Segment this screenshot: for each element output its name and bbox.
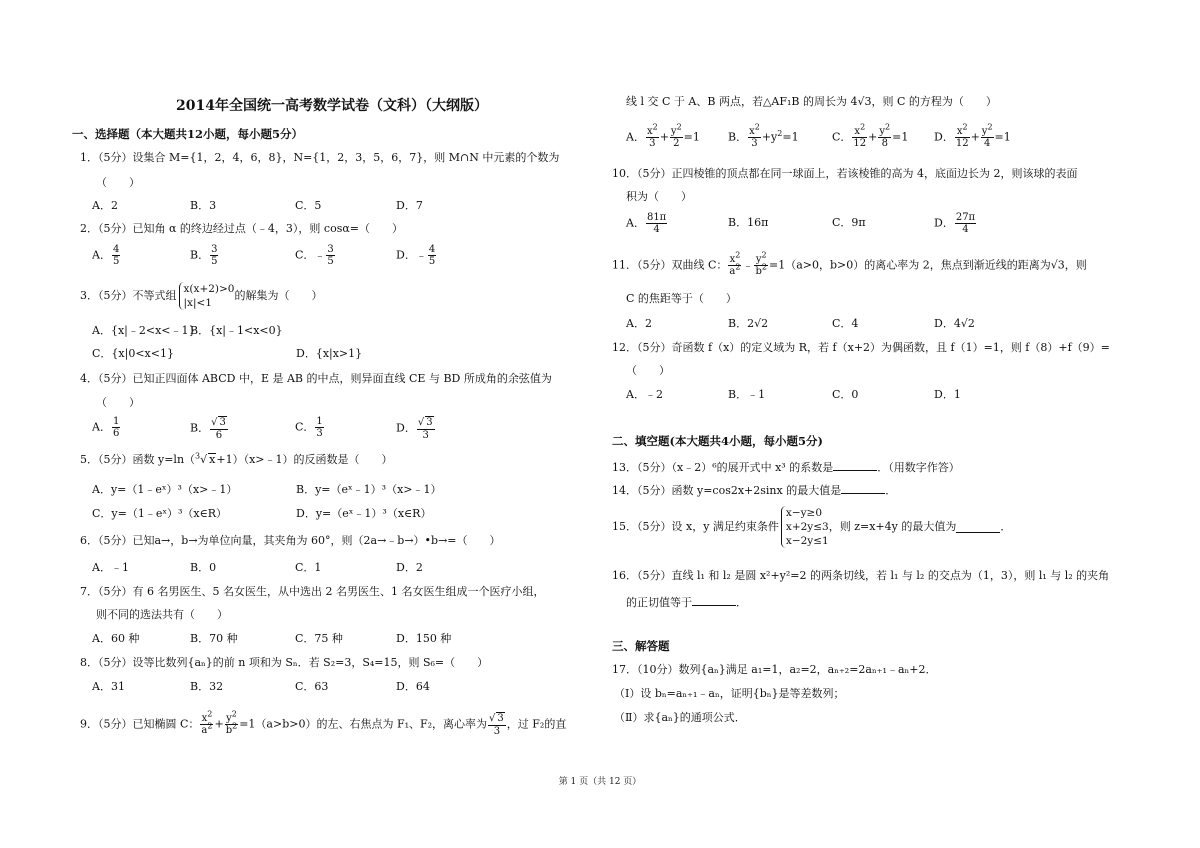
q7-option-a: A．60 种 <box>92 632 140 645</box>
q5-option-b: B．y=（eˣ﹣1）³（x>﹣1） <box>296 483 442 496</box>
q2-option-a-label: A． <box>92 248 111 262</box>
q16-stem-post: ． <box>736 596 747 609</box>
q9-option-b: B． $\frac{x^2}{3}$ $+y^2=1$ <box>728 122 799 149</box>
q11-stem: 11．（5分）双曲线 C： $\frac{x^2}{a^2}$ ﹣ $\frac{y^2}{b^2}$ =1（a>0，b>0）的离心率为 2，焦点到渐近线的距离为√3，则 <box>612 250 1087 277</box>
q15-constraint-system <box>781 506 829 548</box>
q16-answer-blank[interactable] <box>692 594 736 606</box>
q4-paren: （ ） <box>96 396 140 409</box>
q2-d-den: 5 <box>428 256 436 267</box>
q1-option-a: A．2 <box>92 199 118 212</box>
page-footer: 第 1 页（共 12 页） <box>558 777 642 787</box>
q3-stem-post: 的解集为（ ） <box>234 289 323 302</box>
q3-option-b: B．{x|﹣1<x<0} <box>190 324 283 337</box>
q9-option-c: C． $\frac{x^2}{12}$ + $\frac{y^2}{8}$ =1 <box>832 122 909 149</box>
q15-stem-end: ． <box>1000 520 1012 533</box>
q11-option-b: B．2√2 <box>728 317 769 330</box>
q3-sys-line2: |x|<1 <box>183 297 212 309</box>
q17-part2: （Ⅱ）求{aₙ}的通项公式． <box>614 711 746 724</box>
q4-option-a <box>92 416 121 439</box>
q9-stem-post: ，过 F₂的直 <box>506 717 567 731</box>
q4-option-d-fraction <box>417 416 435 441</box>
q9-eccentricity: $\frac{√ 3}{3}$ <box>489 713 504 737</box>
q8-stem: 8．（5分）设等比数列{aₙ}的前 n 项和为 Sₙ．若 S₂=3，S₄=15，则 S₆=（ ） <box>80 656 489 669</box>
q6-option-c: C．1 <box>295 561 322 574</box>
q14-answer-blank[interactable] <box>841 482 885 494</box>
q2-option-b-label: B． <box>190 248 210 262</box>
q16-stem-cont <box>626 594 747 610</box>
q2-c-num: 3 <box>327 244 334 255</box>
q4-d-num-radicand: 3 <box>426 417 433 428</box>
q2-option-c-fraction <box>326 244 334 267</box>
q11-stem-cont: C 的焦距等于（ ） <box>626 292 737 305</box>
q14-stem <box>612 482 896 498</box>
q3-inequality-system <box>179 282 235 310</box>
q4-b-num: √ 3 <box>211 417 226 428</box>
q4-a-den: 6 <box>112 428 120 439</box>
q7-option-c: C．75 种 <box>295 632 343 645</box>
q1-stem: 1．（5分）设集合 M={1，2，4，6，8}，N={1，2，3，5，6，7}，则 M∩N 中元素的个数为 <box>80 151 560 164</box>
section-fill-heading: 二、填空题(本大题共4小题，每小题5分) <box>612 434 823 448</box>
q2-a-num: 4 <box>112 244 120 255</box>
q11-option-a: A．2 <box>626 317 652 330</box>
q9-option-a-label: A． <box>626 130 645 144</box>
q10-stem-cont: 积为（ ） <box>626 190 692 203</box>
q10-d-den: 4 <box>962 224 969 235</box>
q4-d-den: 3 <box>422 430 429 441</box>
q4-option-a-label: A． <box>92 420 111 434</box>
q5-stem-pre: 5．（5分）函数 y=ln（ <box>80 453 196 466</box>
q2-option-c <box>295 244 336 267</box>
q4-b-num-radicand: 3 <box>219 417 226 428</box>
q13-stem-post: ．（用数字作答） <box>877 461 960 474</box>
q2-a-den: 5 <box>112 256 120 267</box>
q11-x-term: $\frac{x^2}{a^2}$ <box>729 250 741 277</box>
q9-ellipse-y-term: $\frac{y^2}{b^2}$ <box>225 709 238 736</box>
q10-stem: 10．（5分）正四棱锥的顶点都在同一球面上，若该棱锥的高为 4，底面边长为 2，则该球的表面 <box>612 167 1078 180</box>
q10-a-num: 81π <box>646 212 667 223</box>
q7-option-b: B．70 种 <box>190 632 238 645</box>
q6-option-d: D．2 <box>396 561 423 574</box>
q16-stem: 16．（5分）直线 l₁ 和 l₂ 是圆 x²+y²=2 的两条切线，若 l₁ 与 l₂ 的交点为（1，3），则 l₁ 与 l₂ 的夹角 <box>612 569 1110 582</box>
q2-option-d-fraction <box>428 244 436 267</box>
q15-stem-pre: 15．（5分）设 x，y 满足约束条件 <box>612 520 779 533</box>
q9-option-a: A． $\frac{x^2}{3}$ + $\frac{y^2}{2}$ =1 <box>626 122 700 149</box>
q8-option-d: D．64 <box>396 680 430 693</box>
q9-stem-pre: 9．（5分）已知椭圆 C： <box>80 717 200 731</box>
q2-option-d-label: D．﹣ <box>396 248 427 262</box>
q3-option-c: C．{x|0<x<1} <box>92 347 174 360</box>
q12-option-b: B．﹣1 <box>728 388 766 401</box>
q10-d-num: 27π <box>955 212 976 223</box>
q4-option-c-fraction <box>315 416 323 439</box>
q14-stem-text: 14．（5分）函数 y=cos2x+2sinx 的最大值是 <box>612 484 842 497</box>
section-solution-heading: 三、解答题 <box>612 639 670 653</box>
q11-y-term: $\frac{y^2}{b^2}$ <box>755 250 767 277</box>
q16-stem-cont-text: 的正切值等于 <box>626 596 692 609</box>
page-title: 2014年全国统一高考数学试卷（文科）（大纲版） <box>176 98 488 114</box>
q8-option-a: A．31 <box>92 680 125 693</box>
q4-c-num: 1 <box>316 416 323 427</box>
q3-option-d: D．{x|x>1} <box>296 347 363 360</box>
q9-stem-mid: =1（a>b>0）的左、右焦点为 F₁、F₂，离心率为 <box>239 717 488 731</box>
q4-stem: 4．（5分）已知正四面体 ABCD 中，E 是 AB 的中点，则异面直线 CE 与 BD 所成角的余弦值为 <box>80 372 552 385</box>
q5-root-body: x <box>209 453 216 466</box>
q3-stem <box>80 282 323 310</box>
q2-option-a <box>92 244 121 267</box>
q5-option-a: A．y=（1﹣eˣ）³（x>﹣1） <box>92 483 238 496</box>
q10-option-c: C．9π <box>832 216 866 229</box>
q4-option-b <box>190 416 229 441</box>
q4-option-c-label: C． <box>295 420 315 434</box>
q10-a-den: 4 <box>653 224 660 235</box>
q15-answer-blank[interactable] <box>956 521 1000 533</box>
q5-root-index: 3 <box>195 451 201 461</box>
q5-stem: 5．（5分）函数 y=ln（$^3$√ x+1）（x>﹣1）的反函数是（ ） <box>80 451 393 466</box>
q3-option-a: A．{x|﹣2<x<﹣1} <box>92 324 196 337</box>
q7-option-d: D．150 种 <box>396 632 452 645</box>
q10-option-b: B．16π <box>728 216 769 229</box>
q7-stem-cont: 则不同的选法共有（ ） <box>96 608 228 621</box>
q11-option-d: D．4√2 <box>934 317 975 330</box>
q2-option-c-label: C．﹣ <box>295 248 326 262</box>
q13-stem <box>612 459 960 475</box>
q2-b-num: 3 <box>211 244 218 255</box>
q10-option-a-label: A． <box>626 216 645 230</box>
q11-option-c: C．4 <box>832 317 859 330</box>
q15-sys-line1: x−y≥0 <box>785 507 823 519</box>
q4-b-den: 6 <box>215 430 223 441</box>
q12-stem: 12．（5分）奇函数 f（x）的定义域为 R，若 f（x+2）为偶函数，且 f（1）=1，则 f（8）+f（9）= <box>612 341 1110 354</box>
q2-option-a-fraction <box>112 244 120 267</box>
q4-option-d <box>396 416 436 441</box>
q12-option-d: D．1 <box>934 388 961 401</box>
q2-option-b-fraction <box>210 244 218 267</box>
q9-stem-cont: 线 l 交 C 于 A、B 两点，若△AF₁B 的周长为 4√3，则 C 的方程为（ ） <box>626 95 997 108</box>
q6-option-b: B．0 <box>190 561 217 574</box>
q2-option-b <box>190 244 219 267</box>
q17-stem: 17．（10分）数列{aₙ}满足 a₁=1，a₂=2，aₙ₊₂=2aₙ₊₁﹣aₙ+2． <box>612 663 937 676</box>
q4-c-den: 3 <box>316 428 323 439</box>
q2-b-den: 5 <box>211 256 218 267</box>
q14-stem-post: ． <box>885 484 897 497</box>
q5-stem-post: +1）（x>﹣1）的反函数是（ ） <box>216 453 393 466</box>
q1-option-d: D．7 <box>396 199 423 212</box>
q2-d-num: 4 <box>428 244 436 255</box>
q5-option-c: C．y=（1﹣eˣ）³（x∈R） <box>92 507 228 520</box>
q3-stem-pre: 3．（5分）不等式组 <box>80 289 177 302</box>
q9-option-d: D． $\frac{x^2}{12}$ + $\frac{y^2}{4}$ =1 <box>934 122 1011 149</box>
q12-paren: （ ） <box>626 364 670 377</box>
q11-stem-post: =1（a>0，b>0）的离心率为 2，焦点到渐近线的距离为√3，则 <box>768 258 1087 272</box>
q4-option-a-fraction <box>112 416 120 439</box>
q1-option-c: C．5 <box>295 199 322 212</box>
q9-ellipse-x-term: $\frac{x^2}{a^2}$ <box>201 709 213 736</box>
q12-option-a: A．﹣2 <box>626 388 663 401</box>
q2-stem: 2．（5分）已知角 α 的终边经过点（﹣4，3），则 cosα=（ ） <box>80 222 403 235</box>
q4-d-num: √ 3 <box>417 417 433 428</box>
q15-sys-line2: x+2y≤3 <box>785 521 829 533</box>
q15-stem-post: ，则 z=x+4y 的最大值为 <box>828 520 957 533</box>
q4-option-b-label: B． <box>190 421 210 435</box>
q4-option-b-fraction <box>210 416 228 441</box>
q10-option-a <box>626 212 668 235</box>
q9-option-b-label: B． <box>728 130 748 144</box>
q13-stem-text: 13．（5分）（x﹣2）⁶的展开式中 x³ 的系数是 <box>612 461 834 474</box>
q8-option-b: B．32 <box>190 680 224 693</box>
q4-a-num: 1 <box>112 416 120 427</box>
q6-option-a: A．﹣1 <box>92 561 129 574</box>
q15-stem <box>612 506 1011 548</box>
q7-stem: 7．（5分）有 6 名男医生、5 名女医生，从中选出 2 名男医生、1 名女医生组成一个医疗小组， <box>80 585 545 598</box>
q10-option-d-label: D． <box>934 216 954 230</box>
q12-option-c: C．0 <box>832 388 859 401</box>
q11-stem-pre: 11．（5分）双曲线 C： <box>612 258 728 272</box>
q3-sys-line1: x(x+2)>0 <box>183 283 235 295</box>
q1-option-b: B．3 <box>190 199 217 212</box>
q4-option-c <box>295 416 325 439</box>
q13-answer-blank[interactable] <box>833 459 877 471</box>
q4-option-d-label: D． <box>396 421 416 435</box>
q5-option-d: D．y=（eˣ﹣1）³（x∈R） <box>296 507 432 520</box>
q9-option-c-label: C． <box>832 130 852 144</box>
section-choice-heading: 一、选择题（本大题共12小题，每小题5分） <box>72 127 304 141</box>
q9-stem: 9．（5分）已知椭圆 C： $\frac{x^2}{a^2}$ + $\frac{y^2}{b^2}$ =1（a>b>0）的左、右焦点为 F₁、F₂，离心率为 $\frac{√ 3}{3}$ ，过 F₂的直 <box>80 709 567 737</box>
q8-option-c: C．63 <box>295 680 329 693</box>
q6-stem: 6．（5分）已知a→，b→为单位向量，其夹角为 60°，则（2a→﹣b→）•b→=（ ） <box>80 534 501 547</box>
q17-part1: （Ⅰ）设 bₙ=aₙ₊₁﹣aₙ，证明{bₙ}是等差数列； <box>614 687 845 700</box>
q10-option-d <box>934 212 977 235</box>
q2-c-den: 5 <box>327 256 334 267</box>
q2-option-d <box>396 244 437 267</box>
q1-paren: （ ） <box>96 176 140 189</box>
q15-sys-line3: x−2y≤1 <box>785 535 829 547</box>
q9-option-d-label: D． <box>934 130 954 144</box>
